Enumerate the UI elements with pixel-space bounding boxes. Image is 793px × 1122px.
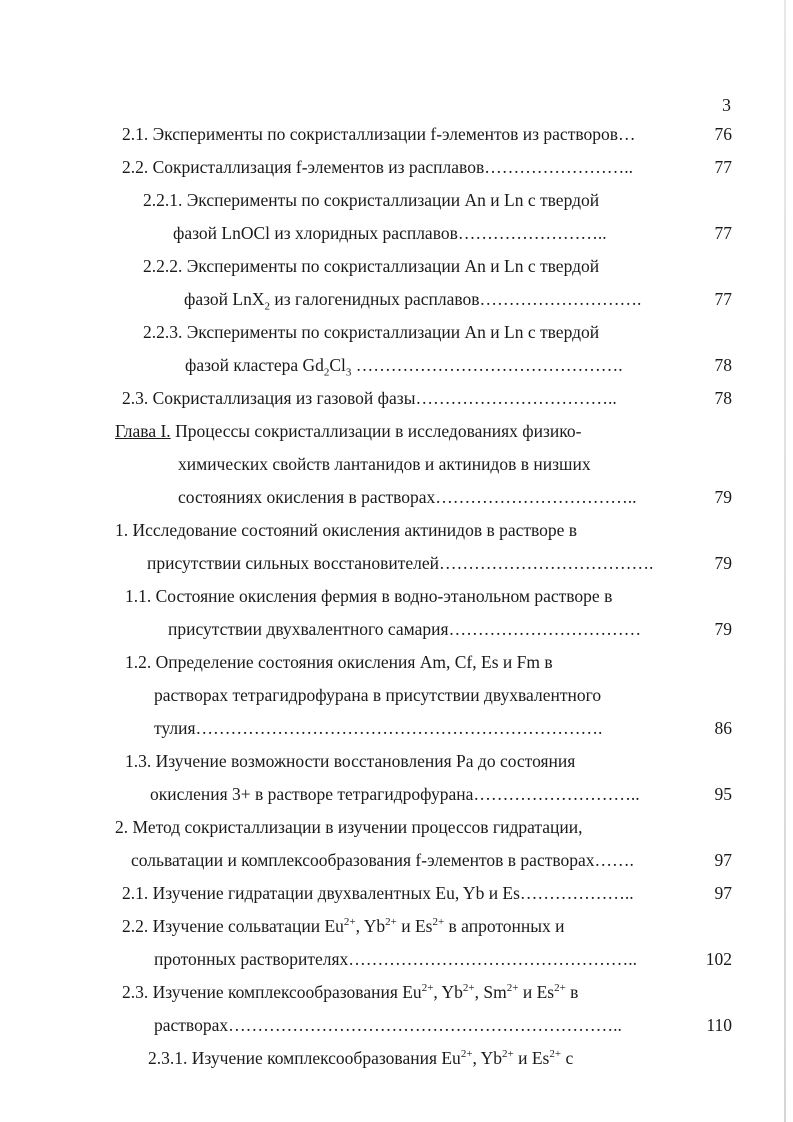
toc-chapter-1: Глава I. Процессы сокристаллизации в исследованиях физико- bbox=[115, 421, 582, 441]
toc-entry-2-1: 2.1. Эксперименты по сокристаллизации f-элементов из растворов… bbox=[122, 124, 636, 144]
toc-page: 102 bbox=[705, 949, 732, 969]
toc-entry-2: 2. Метод сокристаллизации в изучении процессов гидратации, bbox=[115, 817, 583, 837]
toc-entry-2-2-3-cont: фазой кластера $Gd_2Cl_3$ ………………………………………. bbox=[185, 355, 623, 379]
toc-entry-2-3-1: 2.3.1. Изучение комплексообразования $Eu^{2+}$, $Yb^{2+}$ и $Es^{2+}$ с bbox=[148, 1048, 574, 1068]
toc-entry-2-2-3: 2.2.3. Эксперименты по сокристаллизации An и Ln с твердой bbox=[143, 322, 600, 342]
toc-entry-2-2-1: 2.2.1. Эксперименты по сокристаллизации An и Ln с твердой bbox=[143, 190, 600, 210]
toc-entry-2-2-1-cont: фазой LnOCl из хлоридных расплавов…………………….. bbox=[173, 223, 607, 243]
toc-entry-2-3b: 2.3. Изучение комплексообразования $Eu^{2+}$, $Yb^{2+}$, $Sm^{2+}$ и $Es^{2+}$ в bbox=[122, 982, 579, 1002]
toc-page: 77 bbox=[714, 157, 732, 177]
toc-page: 97 bbox=[714, 850, 732, 870]
toc-entry-2-2-2: 2.2.2. Эксперименты по сокристаллизации An и Ln с твердой bbox=[143, 256, 600, 276]
toc-entry-1-2-cont2: тулия……………………………………………………………. bbox=[154, 718, 603, 738]
toc-entry-1-2-cont: растворах тетрагидрофурана в присутствии двухвалентного bbox=[154, 685, 602, 705]
toc-entry-2-3b-cont: растворах………………………………………………………….. bbox=[154, 1015, 622, 1035]
toc-page: 79 bbox=[714, 487, 732, 507]
toc-page: 97 bbox=[714, 883, 732, 903]
toc-entry-1-1-cont: присутствии двухвалентного самария…………………………… bbox=[168, 619, 642, 639]
toc-entry-2-2: 2.2. Сокристаллизация f-элементов из расплавов…………………….. bbox=[122, 157, 633, 177]
toc-entry-2-cont: сольватации и комплексообразования f-элементов в растворах……. bbox=[131, 850, 634, 870]
toc-entry-1-1: 1.1. Состояние окисления фермия в водно-этанольном растворе в bbox=[125, 586, 613, 606]
toc-chapter-1-cont2: состояниях окисления в растворах…………………………….. bbox=[178, 487, 637, 507]
toc-entry-1-2: 1.2. Определение состояния окисления Am, Cf, Es и Fm в bbox=[125, 652, 553, 672]
toc-entry-1: 1. Исследование состояний окисления актинидов в растворе в bbox=[115, 520, 578, 540]
toc-page: 77 bbox=[714, 289, 732, 309]
toc-entry-2-2b-cont: протонных растворителях………………………………………….. bbox=[154, 949, 638, 969]
toc-entry-1-3: 1.3. Изучение возможности восстановления Pa до состояния bbox=[125, 751, 576, 771]
toc-entry-1-cont: присутствии сильных восстановителей………………………………. bbox=[147, 553, 654, 573]
toc-page: 79 bbox=[714, 619, 732, 639]
toc-page: 76 bbox=[714, 124, 732, 144]
toc-entry-2-2-2-cont: фазой LnX$_2$ из галогенидных расплавов………………………. bbox=[184, 289, 642, 313]
toc-page: 86 bbox=[714, 718, 732, 738]
toc-page: 79 bbox=[714, 553, 732, 573]
toc-entry-2-1b: 2.1. Изучение гидратации двухвалентных Eu, Yb и Es……………….. bbox=[122, 883, 634, 903]
page-edge-shadow bbox=[784, 0, 786, 1122]
toc-page: 78 bbox=[714, 355, 732, 375]
toc-entry-2-3: 2.3. Сокристаллизация из газовой фазы…………………………….. bbox=[122, 388, 617, 408]
toc-page: 78 bbox=[714, 388, 732, 408]
toc-entry-1-3-cont: окисления 3+ в растворе тетрагидрофурана……………………….. bbox=[150, 784, 640, 804]
chapter-label: Глава I. bbox=[115, 421, 171, 441]
toc-page: 110 bbox=[706, 1015, 732, 1035]
toc-page: 95 bbox=[714, 784, 732, 804]
toc-page: 77 bbox=[714, 223, 732, 243]
toc-chapter-1-cont: химических свойств лантанидов и актинидов в низших bbox=[178, 454, 591, 474]
page-number: 3 bbox=[722, 95, 731, 115]
toc-entry-2-2b: 2.2. Изучение сольватации $Eu^{2+}$, $Yb^{2+}$ и $Es^{2+}$ в апротонных и bbox=[122, 916, 565, 936]
